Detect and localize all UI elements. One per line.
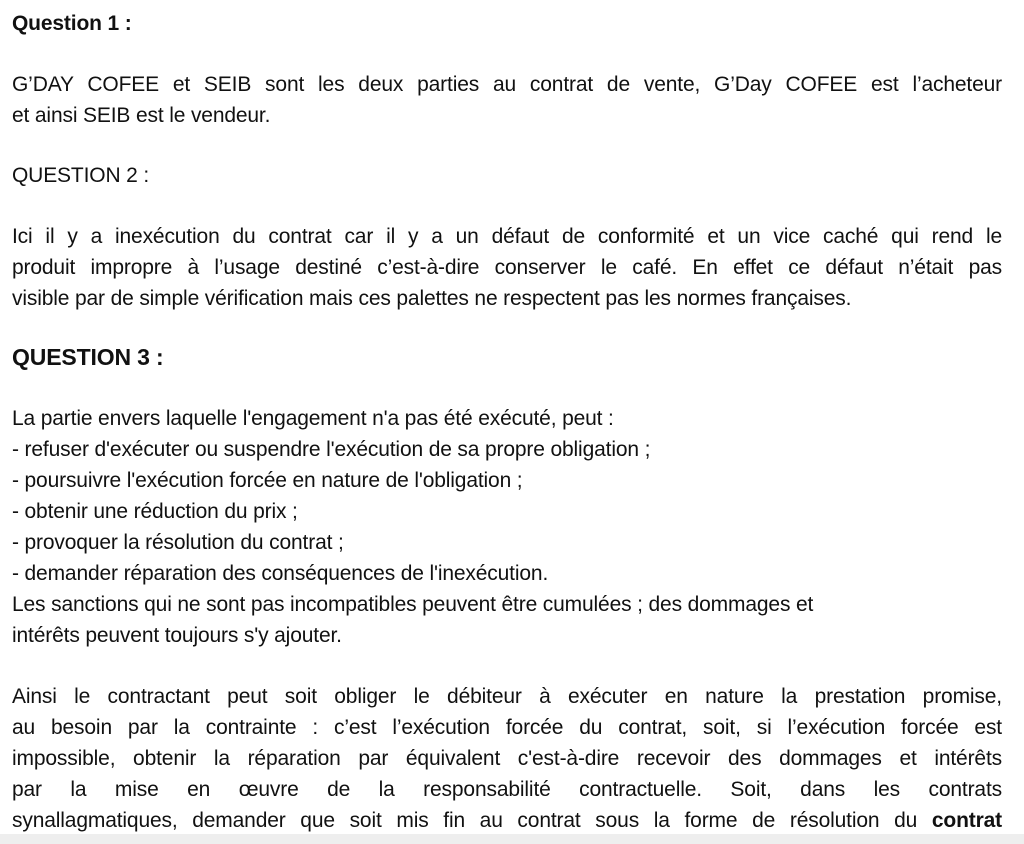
question-2-line-1: Ici il y a inexécution du contrat car il y a un défaut de conformité et un vice caché qui rend le [12,225,1002,248]
question-1-line-1: G’DAY COFEE et SEIB sont les deux parties au contrat de vente, G’Day COFEE est l’acheteur [12,73,1002,96]
sanctions-line-2: intérêts peuvent toujours s'y ajouter. [12,624,342,647]
paragraph-line-5 [12,805,1002,836]
sanction-list-item: - provoquer la résolution du contrat ; [12,531,344,554]
sanction-list-item: - demander réparation des conséquences de l'inexécution. [12,562,549,585]
question-1-line-2: et ainsi SEIB est le vendeur. [12,104,271,127]
document-page [12,0,1004,844]
paragraph-line-3: impossible, obtenir la réparation par équivalent c'est-à-dire recevoir des dommages et intérêts [12,747,1002,770]
paragraph-line-2: au besoin par la contrainte : c’est l’exécution forcée du contrat, soit, si l’exécution forcée est [12,716,1002,739]
paragraph-line-1: Ainsi le contractant peut soit obliger le débiteur à exécuter en nature la prestation promise, [12,685,1002,708]
question-2-line-3: visible par de simple vérification mais ces palettes ne respectent pas les normes françaises. [12,287,852,310]
question-3-heading: QUESTION 3 : [12,344,164,370]
paragraph-line-4: par la mise en œuvre de la responsabilité contractuelle. Soit, dans les contrats [12,778,1002,801]
paragraph-bold-word: contrat [931,809,1002,832]
question-2-line-2: produit impropre à l’usage destiné c’est-à-dire conserver le café. En effet ce défaut n’était pas [12,256,1002,279]
sanctions-line-1: Les sanctions qui ne sont pas incompatibles peuvent être cumulées ; des dommages et [12,593,814,616]
page-bottom-edge [0,834,1024,844]
question-1-heading: Question 1 : [12,12,132,35]
paragraph-line-5-text: synallagmatiques, demander que soit mis fin au contrat sous la forme de résolution du [12,809,932,832]
sanction-list-item: - refuser d'exécuter ou suspendre l'exécution de sa propre obligation ; [12,438,651,461]
question-2-heading: QUESTION 2 : [12,164,150,187]
sanction-list-item: - poursuivre l'exécution forcée en nature de l'obligation ; [12,469,523,492]
sanction-list-item: - obtenir une réduction du prix ; [12,500,298,523]
question-3-intro: La partie envers laquelle l'engagement n'a pas été exécuté, peut : [12,407,614,430]
